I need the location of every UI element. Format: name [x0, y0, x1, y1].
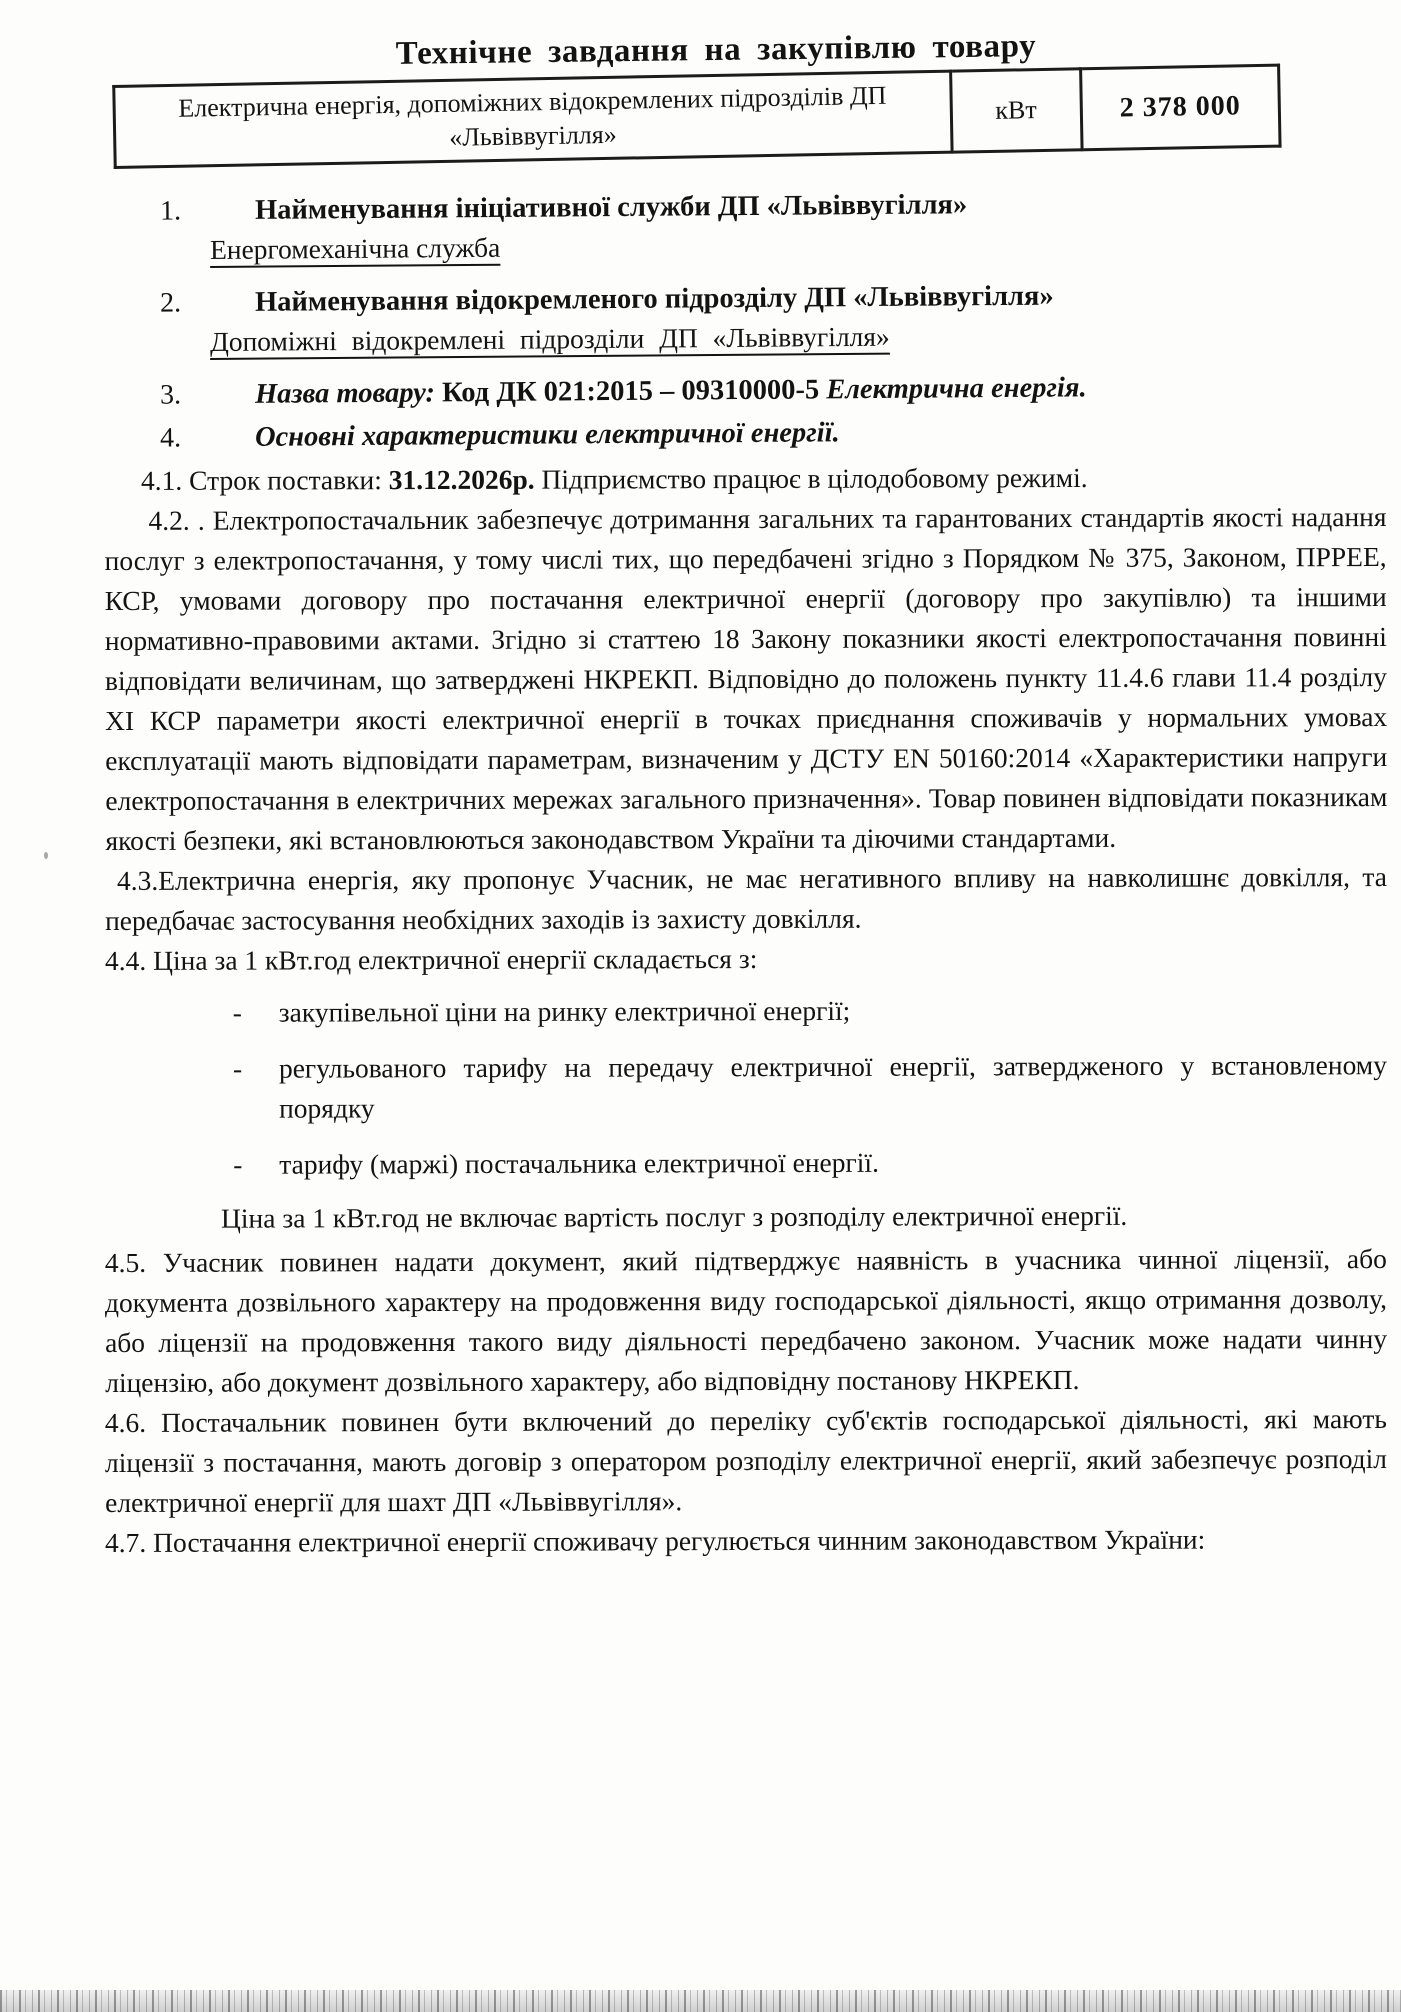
product-name-label: Назва товару: — [254, 377, 443, 410]
spec-table-row — [114, 65, 1280, 167]
list-item — [233, 989, 1387, 1033]
section-4-5: 4.5. Учасник повинен надати документ, який підтверджує наявність в учасника чинної ліцензії, або документа дозвільного характеру на продовження виду господарської діяльності, якщо отримання дозволу, або ліцензії на продовження такого виду діяльності передбачено законом. Учасник може надати чинну ліцензію, або документ дозвільного характеру, або відповідну постанову НКРЕКП. — [104, 1242, 1388, 1399]
section-4-1-prefix: 4.1. Строк поставки: — [140, 464, 389, 496]
item-4-number: 4. — [159, 422, 182, 454]
delivery-deadline: 31.12.2026р. — [388, 463, 535, 496]
section-4-2: 4.2. . Електропостачальник забезпечує дотримання загальних та гарантованих стандартів якості надання послуг з електропостачання, у тому числі тих, що передбачені згідно з Порядком № 375, Законом, ПРРЕЕ, КСР, умовами договору про постачання електричної енергії (договору про закупівлю) та іншими нормативно-правовими актами. Згідно зі статтею 18 Закону показники якості електропостачання повинні відповідати величинам, що затверджені НКРЕКП. Відповідно до положень пункту 11.4.6 глави 11.4 розділу XI КСР параметри якості електричної енергії в точках приєднання споживачів у нормальних умовах експлуатації мають відповідати параметрам, визначеним у ДСТУ EN 50160:2014 «Характеристики напруги електропостачання в електричних мережах загального призначення». Товар повинен відповідати показникам якості безпеки, які встановлюються законодавством України та діючими стандартами. — [104, 500, 1388, 857]
dash-marker: - — [233, 1148, 243, 1180]
list-item-text: регульованого тарифу на передачу електричної енергії, затвердженого у встановленому порядку — [278, 1049, 1387, 1124]
scan-artifact-dot — [44, 852, 48, 859]
section-4-6: 4.6. Постачальник повинен бути включений до переліку суб'єктів господарської діяльності, які мають ліцензії з постачання, мають договір з оператором розподілу електричної енергії, який забезпечує розподіл електричної енергії для шахт ДП «Львіввугілля». — [104, 1402, 1388, 1519]
item-1-heading: Найменування ініціативної служби ДП «Львіввугілля» — [254, 189, 968, 226]
item-1-value: Енергомеханічна служба — [209, 231, 501, 265]
item-1-heading-row — [105, 180, 1387, 233]
item-description-cell: Електрична енергія, допоміжних відокремлених підрозділів ДП «Львіввугілля» — [114, 71, 952, 167]
list-item-text: закупівельної ціни на ринку електричної енергії; — [278, 994, 851, 1028]
item-4-heading: Основні характеристики електричної енергії. — [254, 417, 840, 453]
item-4-heading-row — [105, 407, 1387, 460]
scan-noise-band — [0, 1990, 1401, 2012]
section-4-1-suffix: Підприємство працює в цілодобовому режимі. — [534, 461, 1088, 495]
item-1-number: 1. — [159, 195, 182, 227]
item-2-number: 2. — [159, 287, 182, 319]
section-4-1 — [105, 457, 1387, 501]
list-item — [233, 1045, 1387, 1129]
list-item — [233, 1141, 1387, 1185]
unit-cell: кВт — [950, 69, 1082, 152]
section-4-4-intro: 4.4. Ціна за 1 кВт.год електричної енергії складається з: — [104, 942, 758, 977]
dash-marker: - — [232, 996, 242, 1028]
section-4-4-note: Ціна за 1 кВт.год не включає вартість послуг з розподілу електричної енергії. — [220, 1199, 1128, 1234]
dk-code: Код ДК 021:2015 – 09310000-5 — [441, 374, 827, 409]
section-4-7: 4.7. Постачання електричної енергії споживачу регулюється чинним законодавством України: — [104, 1523, 1206, 1559]
spec-table — [112, 64, 1281, 169]
page-title: Технічне завдання на закупівлю товару — [395, 28, 1037, 72]
price-components-list — [233, 989, 1388, 1185]
list-item-text: тарифу (маржі) постачальника електричної енергії. — [279, 1146, 879, 1180]
quantity-cell: 2 378 000 — [1080, 65, 1280, 150]
item-3-number: 3. — [159, 379, 182, 411]
product-name: Електрична енергія. — [826, 372, 1087, 406]
dash-marker: - — [232, 1052, 243, 1084]
item-2-value: Допоміжні відокремлені підрозділи ДП «Львіввугілля» — [209, 320, 890, 357]
item-2-heading: Найменування відокремленого підрозділу ДП «Львіввугілля» — [254, 280, 1054, 318]
item-3-heading — [255, 366, 1087, 416]
section-4-3: 4.3.Електрична енергія, яку пропонує Учасник, не має негативного впливу на навколишнє довкілля, та передбачає застосування необхідних заходів із захисту довкілля. — [105, 860, 1387, 937]
